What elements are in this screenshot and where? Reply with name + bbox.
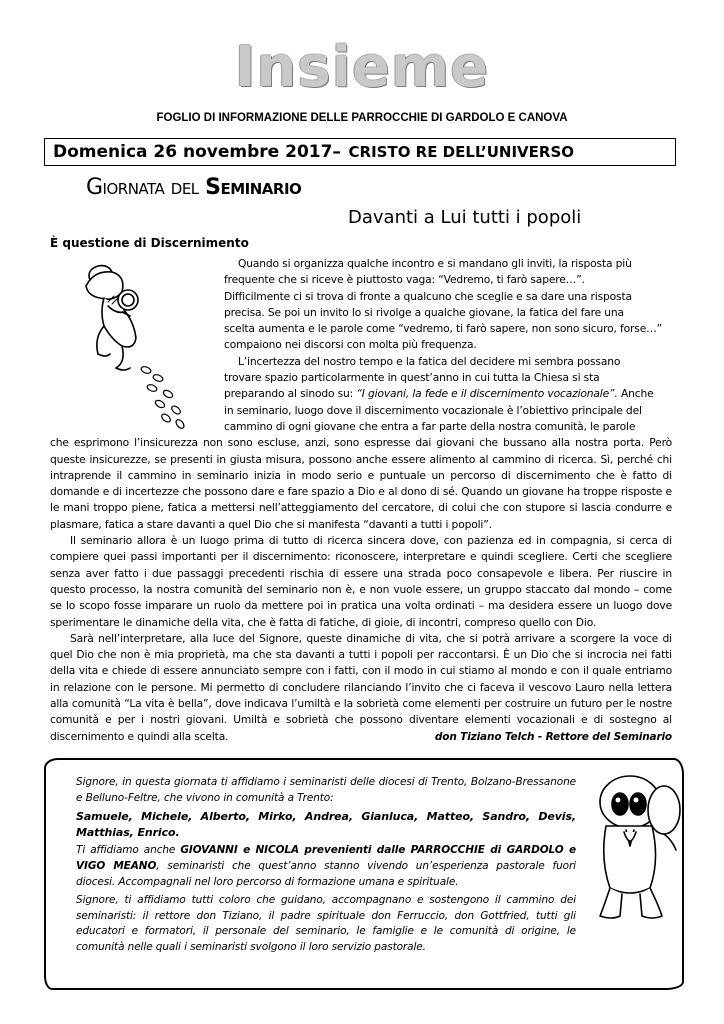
headline-part2: Seminario — [205, 175, 302, 200]
article-line: L’incertezza del nostro tempo e la fatica del decidere mi sembra possano — [238, 354, 621, 368]
article-line: frequente che si riceve è piuttosto vaga: “Vedremo, ti farò sapere…”. — [224, 273, 585, 287]
article-line: in seminario, luogo dove il discernimento vocazionale è l’obiettivo principale del — [224, 403, 642, 417]
headline — [86, 174, 301, 202]
article-line: scelta aumenta e le parole come “vedremo, ti farò sapere, non sono sicuro, forse…” — [224, 322, 663, 336]
tagline: Davanti a Lui tutti i popoli — [348, 207, 582, 228]
feast-name: CRISTO RE DELL’UNIVERSO — [348, 143, 575, 161]
paragraph-2 — [50, 354, 672, 435]
article-signature: don Tiziano Telch - Rettore del Seminario — [434, 730, 672, 743]
prayer-text-span: , seminaristi che quest’anno stanno vivendo un’esperienza pastorale fuori diocesi. Accompagnali nel loro percorso di formazione umana e spirituale. — [76, 859, 576, 888]
headline-part1: Giornata del — [86, 175, 199, 200]
paragraph-3: Il seminario allora è un luogo prima di tutto di ricerca sincera dove, con pazienza ed in compagnia, si cerca di compiere quei passi importanti per il discernimento: riconoscere, interpretare e quindi scegliere. Certi che scegliere senza aver fatto i due passaggi precedenti rischia di essere una strada poco consapevole e libera. Per riuscire in questo processo, la nostra comunità del seminario non è, e non vuole essere, un gruppo staccato dal mondo – come se lo scopo fosse imparare un ruolo da mettere poi in pratica una volta ordinati – ma desidera essere un luogo dove sperimentare le dinamiche della vita, che è fatta di fatiche, di gioie, di incontri, compreso quello con Dio. — [50, 534, 672, 629]
article-line — [224, 386, 672, 402]
prayer-paragraph-1: Signore, in questa giornata ti affidiamo i seminaristi delle diocesi di Trento, Bolzano-Bressanone e Belluno-Feltre, che vivono in comunità a Trento: — [76, 776, 576, 804]
prayer-text — [76, 775, 576, 959]
article-text: preparando al sinodo su: — [224, 387, 357, 401]
paragraph-4 — [50, 631, 672, 745]
seminarian-names: Samuele, Michele, Alberto, Mirko, Andrea, Gianluca, Matteo, Sandro, Devis, Matthias, Enrico. — [76, 810, 576, 839]
article-line: trovare spazio particolarmente in quest’anno in cui tutta la Chiesa si sta — [224, 371, 600, 385]
section-title: È questione di Discernimento — [50, 236, 249, 250]
date-banner — [44, 138, 676, 166]
parish-seminarians: GIOVANNI e NICOLA prevenienti dalle PARROCCHIE di GARDOLO e VIGO MEANO — [76, 844, 576, 872]
masthead-title: Insieme — [234, 35, 490, 100]
article-text: Anche — [617, 387, 654, 401]
prayer-text-span: Ti affidiamo anche — [76, 844, 181, 857]
paragraph-2-continued: che esprimono l’insicurezza non sono escluse, anzi, sono espresse dai giovani che bussano alla nostra porta. Però queste insicurezze, se presenti in giusta misura, possono anche essere alimento al cammino di ricerca. Sì, perché chi intraprende il cammino in seminario inizia in modo serio e puntuale un percorso di discernimento che è fatto di domande e di incertezze che possono dare e fare spazio a Dio e al dono di sé. Quando un giovane ha troppe risposte e le mani troppo piene, fatica a mettersi nell’atteggiamento del cercatore, di colui che con stupore si lascia condurre e plasmare, fatica a stare davanti a quel Dio che si manifesta “davanti a tutti i popoli”. — [50, 436, 672, 531]
prayer-paragraph-2 — [76, 843, 576, 890]
prayer-paragraph-3: Signore, ti affidiamo tutti coloro che guidano, accompagnano e sostengono il cammino dei seminaristi: il rettore don Tiziano, il padre spirituale don Ferruccio, don Gottfried, tutti gli educatori e formatori, il personale del seminario, le famiglie e le comunità di origine, le comunità nelle quali i seminaristi svolgono il loro servizio pastorale. — [76, 894, 576, 953]
publication-subtitle: FOGLIO DI INFORMAZIONE DELLE PARROCCHIE DI GARDOLO E CANOVA — [156, 112, 568, 124]
article-line: compaiono nei discorsi con molta più frequenza. — [224, 338, 477, 352]
article-line: Difficilmente ci si trova di fronte a qualcuno che sceglie e sa dare una risposta — [224, 289, 632, 303]
article-line: cammino di ogni giovane che entra a far parte della nostra comunità, le parole — [224, 419, 636, 433]
synod-title: “I giovani, la fede e il discernimento vocazionale”. — [356, 387, 618, 401]
issue-date: Domenica 26 novembre 2017– — [53, 142, 341, 162]
paragraph-1 — [50, 256, 672, 354]
article-line: precisa. Se poi un invito lo si rivolge a qualche giovane, la fatica del fare una — [224, 305, 624, 319]
article-line: Quando si organizza qualche incontro e si mandano gli inviti, la risposta più — [238, 257, 632, 270]
praying-cartoon-figure-icon — [580, 770, 690, 930]
paragraph-4-text: Sarà nell’interpretare, alla luce del Signore, queste dinamiche di vita, che si potrà arrivare a scorgere la voce di quel Dio che non è mia proprietà, ma che sta davanti a tutti i popoli per raccontarsi. È un Dio che si incrocia nei fatti della vita e chiede di essere annunciato sempre con i fatti, con il modo in cui stiamo al mondo e con il quale entriamo in relazione con le persone. Mi permetto di concludere rilanciando l’invito che ci faceva il vescovo Lauro nella lettera alla comunità “La vita è bella”, dove indicava l’umiltà e la sobrietà come elementi per costruire un futuro per le nostre comunità e per i nostri giovani. Umiltà e sobrietà che possono diventare elementi vocazionali e di sostegno al discernimento e quindi alla scelta. — [50, 631, 672, 743]
article-body — [50, 256, 672, 745]
